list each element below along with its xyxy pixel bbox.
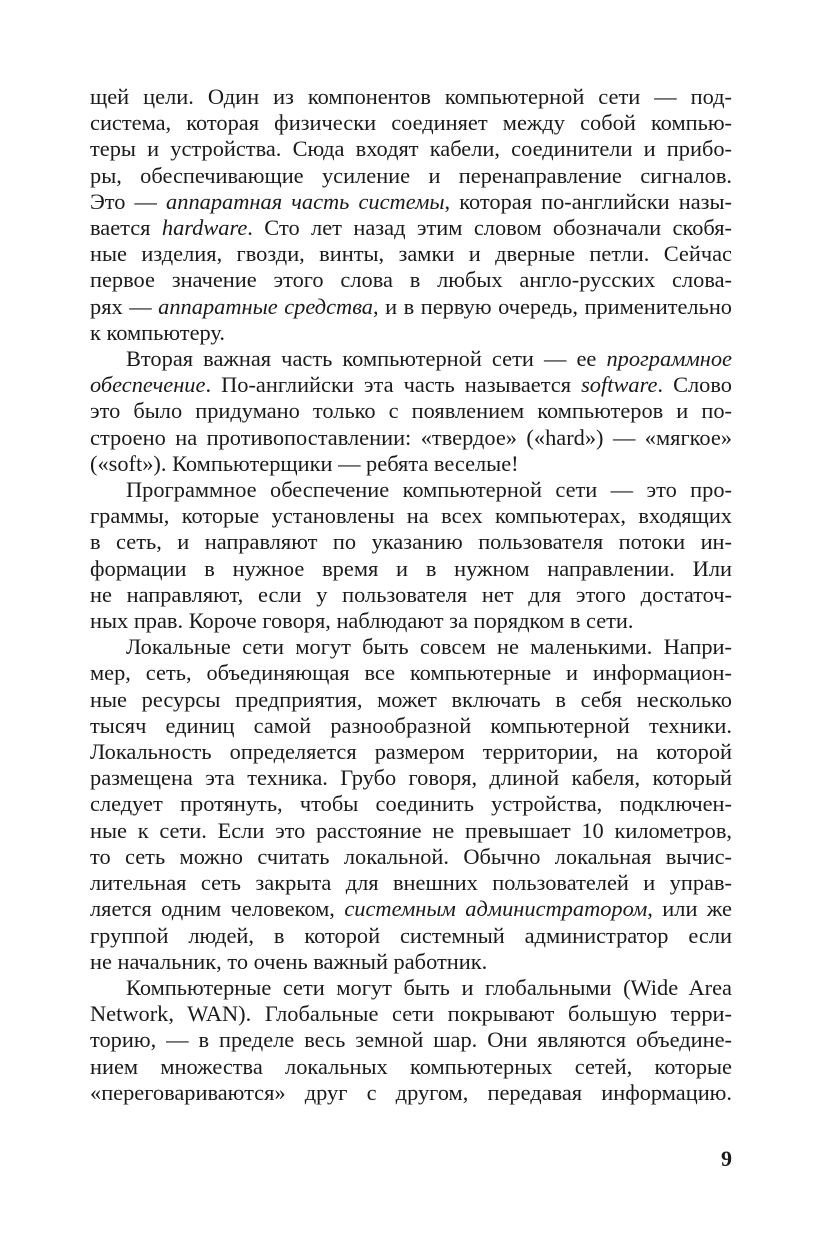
text-line [90, 398, 732, 424]
text-run: система, которая физически соединяет между собой компью- [90, 110, 732, 136]
text-line [90, 896, 732, 922]
paragraph [90, 84, 732, 346]
text-line [90, 739, 732, 765]
text-run: строено на противопоставлении: «твердое» («hard») — «мягкое» [90, 424, 732, 450]
text-line [90, 818, 732, 844]
text-line [90, 1080, 732, 1106]
text-line [90, 84, 732, 110]
text-line [90, 425, 732, 451]
text-run: , которая по-английски назы- [444, 188, 732, 214]
text-run: , и в первую очередь, применительно [372, 293, 732, 319]
text-run: граммы, которые установлены на всех компьютерах, входящих [90, 503, 732, 529]
text-run: . По-английски эта часть называется [205, 372, 582, 398]
text-line [90, 608, 732, 634]
text-line [90, 582, 732, 608]
italic-term: системным администратором [344, 896, 648, 922]
text-line [90, 372, 732, 398]
text-line [90, 713, 732, 739]
text-line [90, 503, 732, 529]
text-run: Вторая важная часть компьютерной сети — ее [126, 346, 607, 372]
text-line [90, 215, 732, 241]
text-run: лительная сеть закрыта для внешних пользователей и управ- [90, 870, 732, 896]
italic-term: обеспечение [90, 372, 206, 398]
paragraph [90, 634, 732, 975]
text-run: торию, — в пределе весь земной шар. Они являются объедине- [90, 1027, 732, 1053]
text-line [90, 949, 732, 975]
text-run: формации в нужное время и в нужном направлении. Или [90, 555, 732, 581]
text-line [90, 765, 732, 791]
text-line [90, 660, 732, 686]
text-line [90, 1054, 732, 1080]
text-line [90, 529, 732, 555]
paragraph [90, 346, 732, 477]
text-line [90, 556, 732, 582]
text-run: тысяч единиц самой разнообразной компьютерной техники. [90, 712, 732, 738]
text-line [90, 1027, 732, 1053]
text-run: Программное обеспечение компьютерной сети — это про- [126, 477, 732, 503]
text-run: . Сто лет назад этим словом обозначали скобя- [247, 215, 732, 241]
text-line [90, 320, 732, 346]
text-run: Локальность определяется размером территории, на которой [90, 739, 732, 765]
text-run: Network, WAN). Глобальные сети покрывают большую терри- [90, 1001, 732, 1027]
text-line [90, 791, 732, 817]
text-line [90, 346, 732, 372]
text-run: не направляют, если у пользователя нет для этого достаточ- [90, 581, 732, 607]
text-line [90, 189, 732, 215]
text-run: в сеть, и направляют по указанию пользователя потоки ин- [90, 529, 732, 555]
text-run: не начальник, то очень важный работник. [90, 948, 488, 974]
text-line [90, 136, 732, 162]
page-number: 9 [721, 1146, 732, 1171]
text-run: . Слово [657, 372, 732, 398]
text-run: первое значение этого слова в любых англо-русских слова- [90, 267, 732, 293]
text-line [90, 975, 732, 1001]
text-run: («soft»). Компьютерщики — ребята веселые! [90, 450, 519, 476]
text-run: щей цели. Один из компонентов компьютерной сети — под- [90, 84, 732, 109]
italic-term: аппаратные средства [158, 293, 373, 319]
text-line [90, 241, 732, 267]
text-run: размещена эта техника. Грубо говоря, длиной кабеля, который [90, 765, 732, 791]
text-run: вается [90, 215, 162, 241]
text-run: ных прав. Короче говоря, наблюдают за порядком в сети. [90, 608, 634, 634]
text-run: теры и устройства. Сюда входят кабели, соединители и прибо- [90, 136, 732, 162]
text-run: ляется одним человеком, [90, 896, 345, 922]
italic-term: software [581, 372, 658, 398]
text-run: ные к сети. Если это расстояние не превышает 10 километров, [90, 817, 732, 843]
paragraph [90, 975, 732, 1106]
text-run: мер, сеть, объединяющая все компьютерные и информацион- [90, 660, 732, 686]
text-line [90, 477, 732, 503]
text-line [90, 267, 732, 293]
text-run: «переговариваются» друг с другом, передавая информацию. [90, 1079, 732, 1105]
text-line [90, 110, 732, 136]
italic-term: аппаратная часть системы [166, 188, 445, 214]
italic-term: hardware [161, 215, 248, 241]
text-run: , или же [647, 896, 732, 922]
text-run: ры, обеспечивающие усиление и перенаправление сигналов. [90, 162, 732, 188]
text-line [90, 1001, 732, 1027]
text-line [90, 870, 732, 896]
text-line [90, 294, 732, 320]
text-run: то сеть можно считать локальной. Обычно локальная вычис- [90, 843, 732, 869]
text-run: ные изделия, гвозди, винты, замки и дверные петли. Сейчас [90, 241, 732, 267]
text-line [90, 163, 732, 189]
paragraph [90, 477, 732, 634]
text-line [90, 687, 732, 713]
text-line [90, 844, 732, 870]
text-line [90, 923, 732, 949]
page-body [90, 84, 732, 1106]
text-run: следует протянуть, чтобы соединить устройства, подключен- [90, 791, 732, 817]
text-run: рях — [90, 293, 159, 319]
text-run: группой людей, в которой системный администратор если [90, 922, 732, 948]
text-run: Компьютерные сети могут быть и глобальными (Wide Area [126, 974, 732, 1000]
text-run: Локальные сети могут быть совсем не маленькими. Напри- [126, 634, 732, 660]
text-run: Это — [90, 188, 167, 214]
italic-term: программное [606, 346, 732, 372]
text-run: к компьютеру. [90, 319, 225, 345]
text-run: ные ресурсы предприятия, может включать в себя несколько [90, 686, 732, 712]
text-run: нием множества локальных компьютерных сетей, которые [90, 1053, 732, 1079]
text-line [90, 451, 732, 477]
text-line [90, 634, 732, 660]
text-run: это было придумано только с появлением компьютеров и по- [90, 398, 732, 424]
